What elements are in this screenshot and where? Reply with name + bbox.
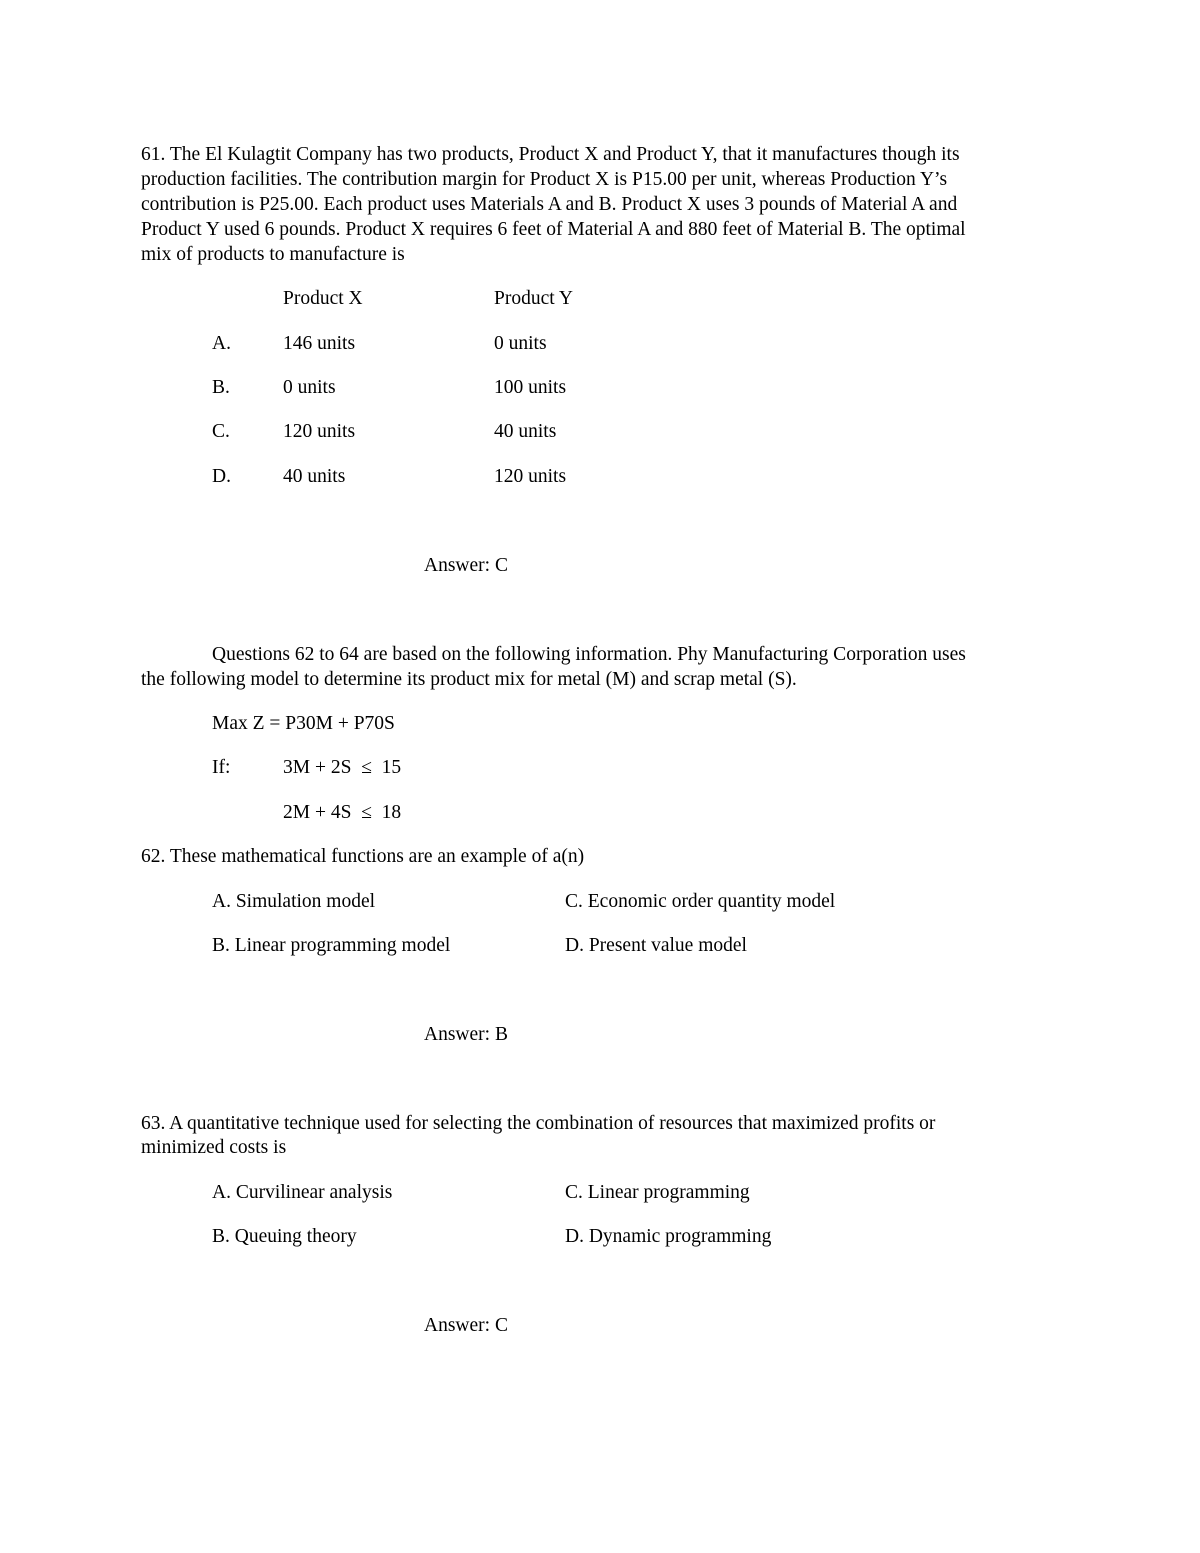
q61-line-2: production facilities. The contribution margin for Product X is P15.00 per unit, whereas Production Y’s: [141, 169, 948, 190]
q61-col-header-x: Product X: [283, 288, 363, 309]
q62-stem: 62. These mathematical functions are an example of a(n): [141, 846, 585, 867]
q63-option-c: C. Linear programming: [565, 1182, 750, 1203]
q61-option-y: 0 units: [494, 333, 547, 354]
q61-option-y: 120 units: [494, 466, 567, 487]
q61-option-letter: A.: [212, 333, 231, 354]
intro-line-1: Questions 62 to 64 are based on the following information. Phy Manufacturing Corporation uses: [212, 644, 966, 665]
constraint-2: 2M + 4S ≤ 18: [283, 802, 402, 823]
q62-option-a: A. Simulation model: [212, 891, 376, 912]
q63-answer: Answer: C: [424, 1315, 508, 1336]
q61-line-3: contribution is P25.00. Each product uses Materials A and B. Product X uses 3 pounds of Material A and: [141, 194, 958, 215]
q63-option-a: A. Curvilinear analysis: [212, 1182, 393, 1203]
if-label: If:: [212, 757, 231, 778]
q62-option-b: B. Linear programming model: [212, 935, 451, 956]
q61-line-1: 61. The El Kulagtit Company has two products, Product X and Product Y, that it manufactures though its: [141, 144, 960, 165]
q61-option-x: 146 units: [283, 333, 356, 354]
q61-option-x: 120 units: [283, 421, 356, 442]
q63-line-1: 63. A quantitative technique used for selecting the combination of resources that maximized profits or: [141, 1113, 936, 1134]
q61-line-5: mix of products to manufacture is: [141, 244, 405, 265]
q61-option-y: 100 units: [494, 377, 567, 398]
q61-line-4: Product Y used 6 pounds. Product X requires 6 feet of Material A and 880 feet of Material B. The optimal: [141, 219, 966, 240]
q63-option-b: B. Queuing theory: [212, 1226, 357, 1247]
intro-line-2: the following model to determine its product mix for metal (M) and scrap metal (S).: [141, 669, 797, 690]
q61-option-letter: C.: [212, 421, 230, 442]
q63-option-d: D. Dynamic programming: [565, 1226, 772, 1247]
q62-option-d: D. Present value model: [565, 935, 747, 956]
q61-option-letter: D.: [212, 466, 231, 487]
constraint-1: 3M + 2S ≤ 15: [283, 757, 402, 778]
q62-answer: Answer: B: [424, 1024, 508, 1045]
q61-answer: Answer: C: [424, 555, 508, 576]
q61-option-y: 40 units: [494, 421, 557, 442]
q63-line-2: minimized costs is: [141, 1137, 287, 1158]
q61-option-x: 40 units: [283, 466, 346, 487]
q61-option-x: 0 units: [283, 377, 336, 398]
q61-option-letter: B.: [212, 377, 230, 398]
q62-option-c: C. Economic order quantity model: [565, 891, 836, 912]
objective-function: Max Z = P30M + P70S: [212, 713, 395, 734]
q61-col-header-y: Product Y: [494, 288, 573, 309]
